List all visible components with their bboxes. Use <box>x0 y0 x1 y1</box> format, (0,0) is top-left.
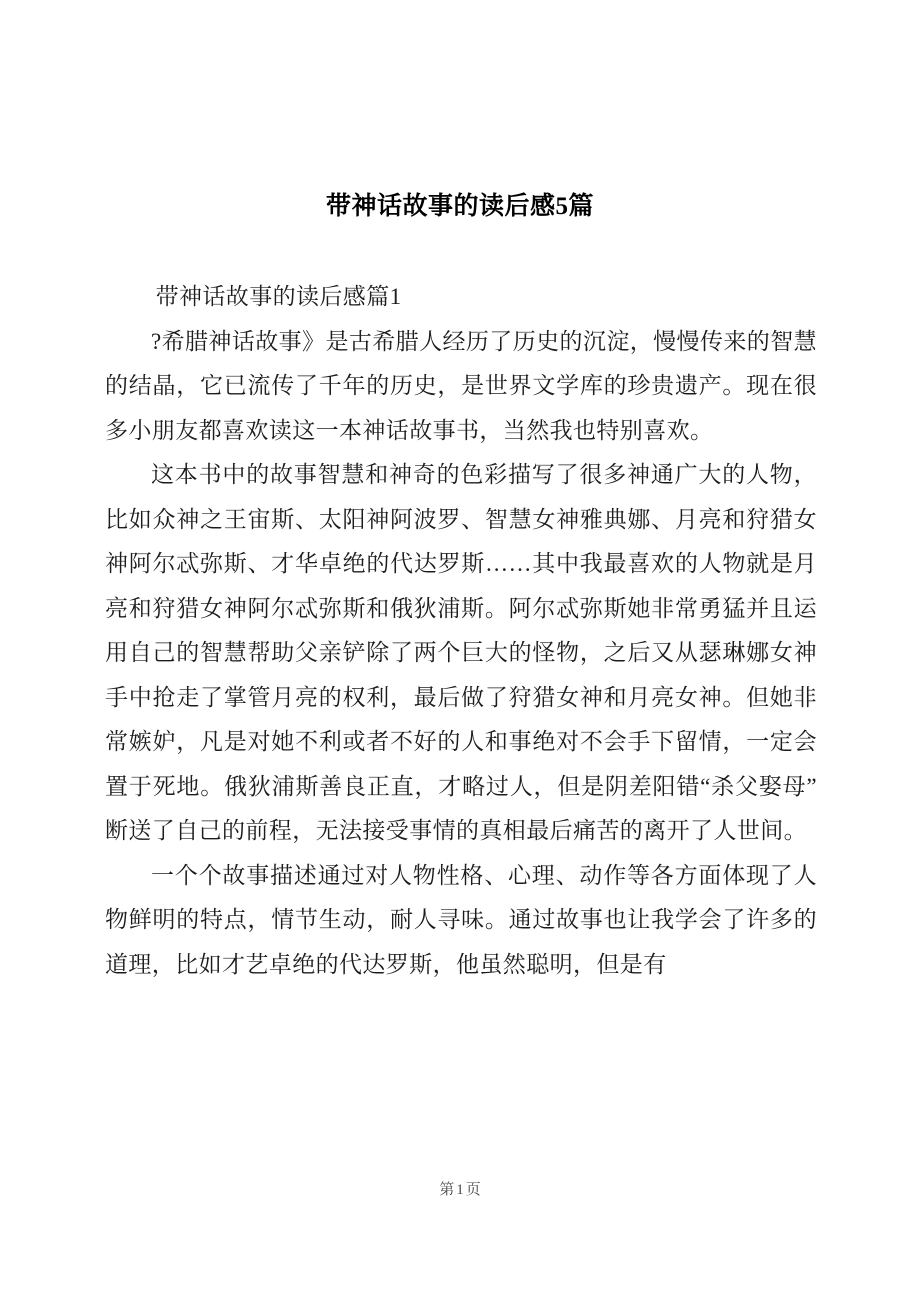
footer-prefix: 第 <box>439 1182 455 1198</box>
paragraph-1: ?希腊神话故事》是古希腊人经历了历史的沉淀，慢慢传来的智慧的结晶，它已流传了千年的历史，是世界文学库的珍贵遗产。现在很多小朋友都喜欢读这一本神话故事书，当然我也特别喜欢。 <box>105 328 817 443</box>
page-title: 带神话故事的读后感5篇 <box>325 193 594 220</box>
paragraph-2: 这本书中的故事智慧和神奇的色彩描写了很多神通广大的人物，比如众神之王宙斯、太阳神阿波罗、智慧女神雅典娜、月亮和狩猎女神阿尔忒弥斯、才华卓绝的代达罗斯……其中我最喜欢的人物就是月亮和狩猎女神阿尔忒弥斯和俄狄浦斯。阿尔忒弥斯她非常勇猛并且运用自己的智慧帮助父亲铲除了两个巨大的怪物，之后又从瑟琳娜女神手中抢走了掌管月亮的权利，最后做了狩猎女神和月亮女神。但她非常嫉妒，凡是对她不利或者不好的人和事绝对不会手下留情，一定会置于死地。俄狄浦斯善良正直，才略过人，但是阴差阳错“杀父娶母”断送了自己的前程，无法接受事情的真相最后痛苦的离开了人世间。 <box>105 462 817 843</box>
footer-suffix: 页 <box>465 1182 481 1198</box>
document-body <box>105 275 817 987</box>
page-footer <box>0 1178 920 1199</box>
footer-page-number: 1 <box>456 1182 464 1198</box>
paragraph-3: 一个个故事描述通过对人物性格、心理、动作等各方面体现了人物鲜明的特点，情节生动，耐人寻味。通过故事也让我学会了许多的道理，比如才艺卓绝的代达罗斯，他虽然聪明，但是有 <box>105 862 817 977</box>
section-label: 带神话故事的读后感篇1 <box>155 284 402 309</box>
